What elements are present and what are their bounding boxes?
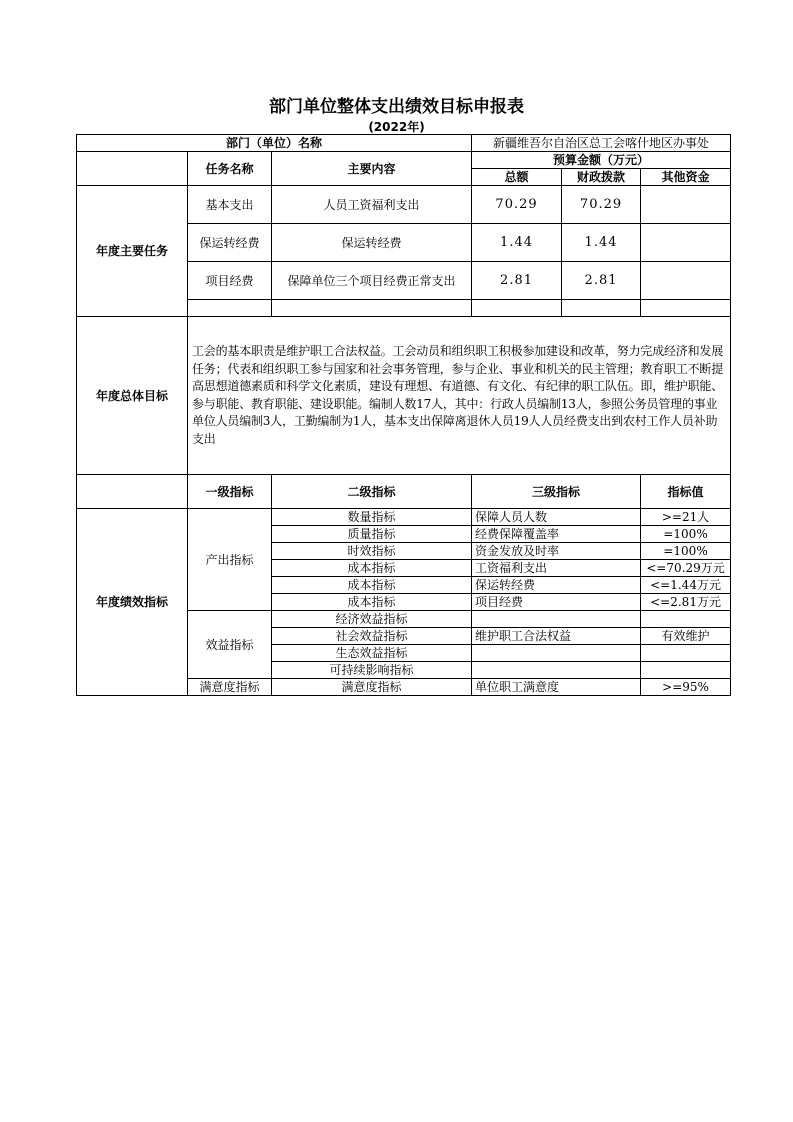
unit-row bbox=[77, 135, 731, 152]
level2-cell: 经济效益指标 bbox=[272, 611, 472, 628]
overall-goal-text: 工会的基本职责是维护职工合法权益。工会动员和组织职工积极参加建设和改革，努力完成经济和发展任务；代表和组织职工参与国家和社会事务管理，参与企业、事业和机关的民主管理；教育职工不断提高思想道德素质和科学文化素质，建设有理想、有道德、有文化、有纪律的职工队伍。即，维护职能、参与职能、教育职能、建设职能。编制人数17人，其中：行政人员编制13人，参照公务员管理的事业单位人员编制3人，工勤编制为1人，基本支出保障离退休人员19人人员经费支出到农村工作人员补助支出 bbox=[188, 317, 731, 475]
task-name: 基本支出 bbox=[188, 186, 272, 224]
level3-cell: 资金发放及时率 bbox=[472, 543, 641, 560]
indicator-row bbox=[77, 509, 731, 526]
value-cell bbox=[641, 662, 731, 679]
level3-cell: 经费保障覆盖率 bbox=[472, 526, 641, 543]
level3-cell: 单位职工满意度 bbox=[472, 679, 641, 696]
task-header-row bbox=[77, 152, 731, 169]
level2-cell: 满意度指标 bbox=[272, 679, 472, 696]
benefit-indicators-label: 效益指标 bbox=[188, 611, 272, 679]
task-total: 70.29 bbox=[472, 186, 562, 224]
level1-header: 一级指标 bbox=[188, 475, 272, 509]
task-name-header: 任务名称 bbox=[188, 152, 272, 186]
blank-cell bbox=[77, 152, 188, 186]
value-cell: >=21人 bbox=[641, 509, 731, 526]
value-cell: >=95% bbox=[641, 679, 731, 696]
level3-cell: 维护职工合法权益 bbox=[472, 628, 641, 645]
task-content: 人员工资福利支出 bbox=[272, 186, 472, 224]
level3-cell bbox=[472, 645, 641, 662]
level2-cell: 成本指标 bbox=[272, 577, 472, 594]
task-name: 项目经费 bbox=[188, 262, 272, 300]
value-cell bbox=[641, 611, 731, 628]
level2-cell: 社会效益指标 bbox=[272, 628, 472, 645]
unit-label: 部门（单位）名称 bbox=[77, 135, 472, 152]
annual-tasks-label: 年度主要任务 bbox=[77, 186, 188, 317]
task-other bbox=[641, 224, 731, 262]
value-cell: <=2.81万元 bbox=[641, 594, 731, 611]
task-fiscal: 2.81 bbox=[562, 262, 641, 300]
other-header: 其他资金 bbox=[641, 169, 731, 186]
blank-cell bbox=[77, 475, 188, 509]
satisfaction-indicators-label: 满意度指标 bbox=[188, 679, 272, 696]
perf-indicators-label: 年度绩效指标 bbox=[77, 509, 188, 696]
value-cell bbox=[641, 645, 731, 662]
empty-cell bbox=[472, 300, 562, 317]
fiscal-header: 财政拨款 bbox=[562, 169, 641, 186]
empty-cell bbox=[188, 300, 272, 317]
value-cell: =100% bbox=[641, 526, 731, 543]
empty-cell bbox=[272, 300, 472, 317]
task-other bbox=[641, 262, 731, 300]
level2-cell: 成本指标 bbox=[272, 560, 472, 577]
form-year: (2022年) bbox=[368, 120, 425, 134]
level2-cell: 质量指标 bbox=[272, 526, 472, 543]
level2-cell: 成本指标 bbox=[272, 594, 472, 611]
unit-name: 新疆维吾尔自治区总工会喀什地区办事处 bbox=[472, 135, 731, 152]
level3-cell: 保运转经费 bbox=[472, 577, 641, 594]
value-cell: 有效维护 bbox=[641, 628, 731, 645]
level3-cell: 项目经费 bbox=[472, 594, 641, 611]
level3-cell: 保障人员人数 bbox=[472, 509, 641, 526]
task-other bbox=[641, 186, 731, 224]
overall-goal-row bbox=[77, 317, 731, 475]
indicator-header-row bbox=[77, 475, 731, 509]
level3-cell bbox=[472, 662, 641, 679]
task-fiscal: 70.29 bbox=[562, 186, 641, 224]
task-total: 2.81 bbox=[472, 262, 562, 300]
level3-cell: 工资福利支出 bbox=[472, 560, 641, 577]
budget-header: 预算金额（万元） bbox=[472, 152, 731, 169]
performance-form-table bbox=[76, 134, 731, 696]
task-total: 1.44 bbox=[472, 224, 562, 262]
form-title: 部门单位整体支出绩效目标申报表 bbox=[269, 97, 524, 117]
level2-cell: 数量指标 bbox=[272, 509, 472, 526]
task-content: 保障单位三个项目经费正常支出 bbox=[272, 262, 472, 300]
main-content-header: 主要内容 bbox=[272, 152, 472, 186]
value-header: 指标值 bbox=[641, 475, 731, 509]
level2-header: 二级指标 bbox=[272, 475, 472, 509]
task-fiscal: 1.44 bbox=[562, 224, 641, 262]
empty-cell bbox=[562, 300, 641, 317]
task-name: 保运转经费 bbox=[188, 224, 272, 262]
level3-header: 三级指标 bbox=[472, 475, 641, 509]
total-header: 总额 bbox=[472, 169, 562, 186]
empty-cell bbox=[641, 300, 731, 317]
level3-cell bbox=[472, 611, 641, 628]
level2-cell: 生态效益指标 bbox=[272, 645, 472, 662]
output-indicators-label: 产出指标 bbox=[188, 509, 272, 611]
value-cell: <=70.29万元 bbox=[641, 560, 731, 577]
value-cell: <=1.44万元 bbox=[641, 577, 731, 594]
value-cell: =100% bbox=[641, 543, 731, 560]
level2-cell: 时效指标 bbox=[272, 543, 472, 560]
overall-goal-label: 年度总体目标 bbox=[77, 317, 188, 475]
task-content: 保运转经费 bbox=[272, 224, 472, 262]
task-row bbox=[77, 186, 731, 224]
level2-cell: 可持续影响指标 bbox=[272, 662, 472, 679]
